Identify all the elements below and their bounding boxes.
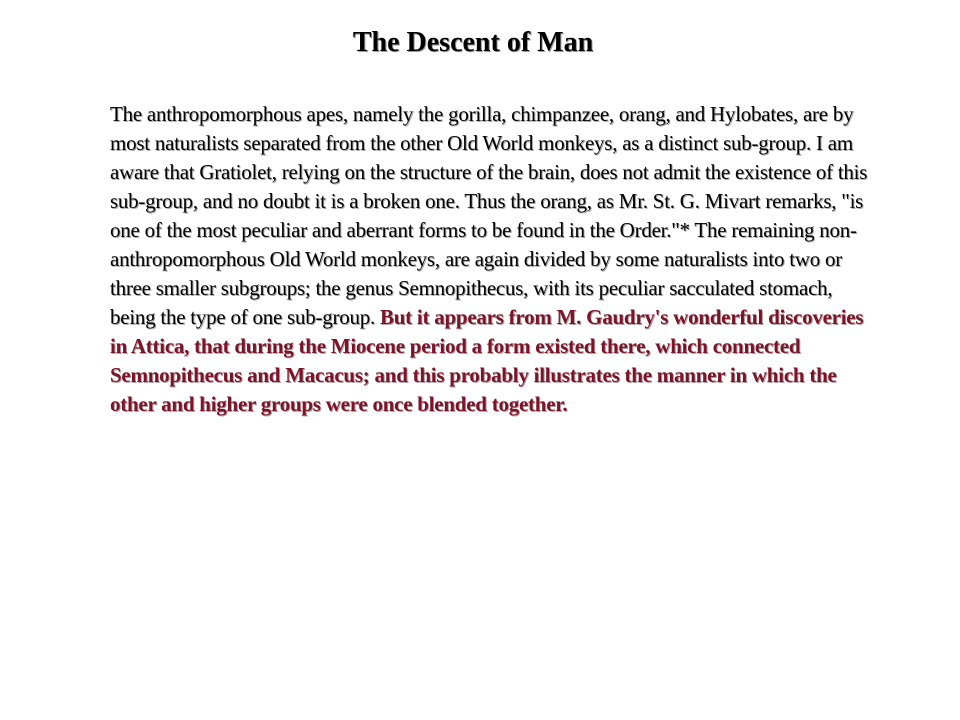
document-title: The Descent of Man (352, 27, 594, 58)
document-paragraph (110, 100, 882, 419)
paragraph-highlighted-text: But it appears from M. Gaudry's wonderful discoveries in Attica, that during the Miocene period a form existed there, which connected Semnopithecus and Macacus; and this probably illustrates the manner in which the other and higher groups were once blended together. (110, 305, 864, 416)
paragraph-plain-text: The anthropomorphous apes, namely the gorilla, chimpanzee, orang, and Hylobates, are by most naturalists separated from the other Old World monkeys, as a distinct sub-group. I am aware that Gratiolet, relying on the structure of the brain, does not admit the existence of this sub-group, and no doubt it is a broken one. Thus the orang, as Mr. St. G. Mivart remarks, "is one of the most peculiar and aberrant forms to be found in the Order."* The remaining non-anthropomorphous Old World monkeys, are again divided by some naturalists into two or three smaller subgroups; the genus Semnopithecus, with its peculiar sacculated stomach, being the type of one sub-group. (110, 102, 868, 329)
